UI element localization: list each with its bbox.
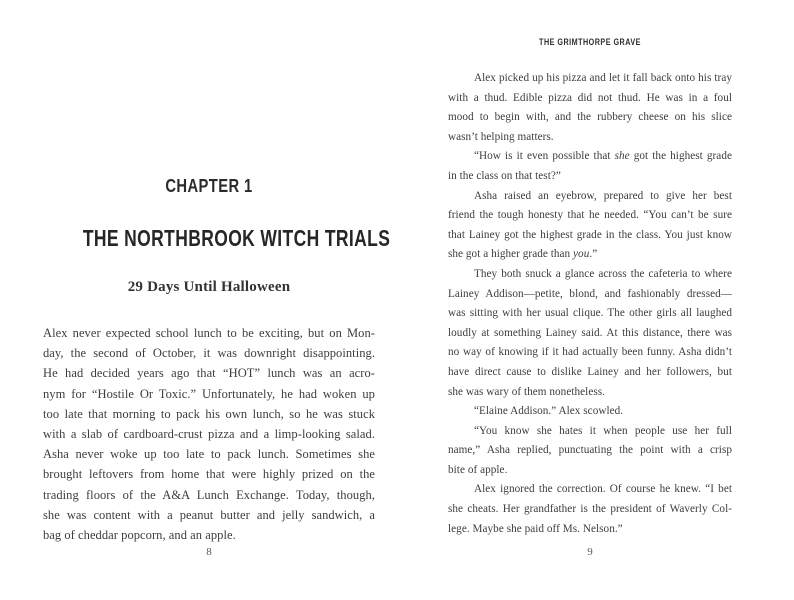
body-line: friend the tough honesty that he needed. “You can’t be sure — [448, 209, 732, 222]
body-line: He had decided years ago that “HOT” lunch was an acro- — [43, 366, 375, 381]
body-line: she was wary of them nonetheless. — [448, 385, 605, 398]
body-line: Lainey Addison—petite, blond, and fashionably dressed— — [448, 287, 732, 300]
body-line: trading floors of the A&A Lunch Exchange. Today, though, — [43, 487, 375, 502]
running-head: THE GRIMTHORPE GRAVE — [539, 37, 641, 47]
body-line: was sitting with her usual clique. The other girls all laughed — [448, 307, 732, 320]
body-line: bite of apple. — [448, 463, 508, 476]
body-line: Alex picked up his pizza and let it fall back onto his tray — [474, 72, 732, 84]
body-line: “You know she hates it when people use her full — [474, 424, 732, 437]
body-line: “Elaine Addison.” Alex scowled. — [474, 405, 624, 418]
body-line: she cheats. Her grandfather is the president of Waverly Col- — [448, 503, 732, 516]
body-line: with a slab of cardboard-crust pizza and a limp-looking salad. — [43, 426, 375, 441]
body-line: Alex never expected school lunch to be exciting, but on Mon- — [43, 326, 375, 340]
body-line: Alex ignored the correction. Of course he knew. “I bet — [474, 483, 732, 496]
body-line: They both snuck a glance across the cafeteria to where — [474, 267, 732, 280]
body-line: no way of knowing if it had actually been funny. Asha didn’t — [448, 346, 732, 359]
body-line: loudly at something Lainey said. At this distance, there was — [448, 326, 732, 339]
page-number-right: 9 — [587, 546, 593, 558]
body-line: name,” Asha replied, punctuating the point with a crisp — [448, 444, 732, 457]
body-line: too late that morning to pack his own lunch, so he was stuck — [43, 406, 375, 421]
body-line: lege. Maybe she paid off Ms. Nelson.” — [448, 522, 623, 535]
body-line: day, the second of October, it was downright disappointing. — [43, 346, 375, 361]
page-right — [448, 0, 732, 600]
chapter-subheading: 29 Days Until Halloween — [127, 279, 291, 295]
body-line: with a thud. Edible pizza did not thud. He was in a foul — [448, 91, 732, 104]
body-line: mood to begin with, and the rubbery cheese on his slice — [448, 111, 732, 124]
body-line: she was content with a peanut butter and jelly sandwich, a — [43, 507, 375, 522]
left-page-body — [43, 323, 375, 545]
body-line: Asha raised an eyebrow, prepared to give her best — [474, 189, 732, 202]
chapter-title: THE NORTHBROOK WITCH TRIALS — [82, 225, 391, 251]
chapter-label: CHAPTER 1 — [165, 176, 253, 196]
body-line: she got a higher grade than you.” — [448, 248, 598, 261]
body-line: in the class on that test?” — [448, 169, 561, 182]
body-line: brought leftovers from home that were highly prized on the — [43, 467, 375, 482]
body-line: have direct cause to dislike Lainey and her followers, but — [448, 365, 732, 378]
right-page-body — [448, 69, 732, 539]
body-line: Asha never woke up too late to pack lunch. Sometimes she — [43, 447, 375, 462]
body-line: wasn’t helping matters. — [448, 130, 554, 143]
body-line: bag of cheddar popcorn, and an apple. — [43, 527, 236, 542]
body-line: nym for “Hostile Or Toxic.” Unfortunately, he had woken up — [43, 386, 375, 401]
body-line: “How is it even possible that she got the highest grade — [474, 150, 732, 163]
body-line: that Lainey got the highest grade in the class. You just know — [448, 228, 732, 241]
page-left — [43, 0, 391, 600]
page-number-left: 8 — [206, 546, 212, 558]
